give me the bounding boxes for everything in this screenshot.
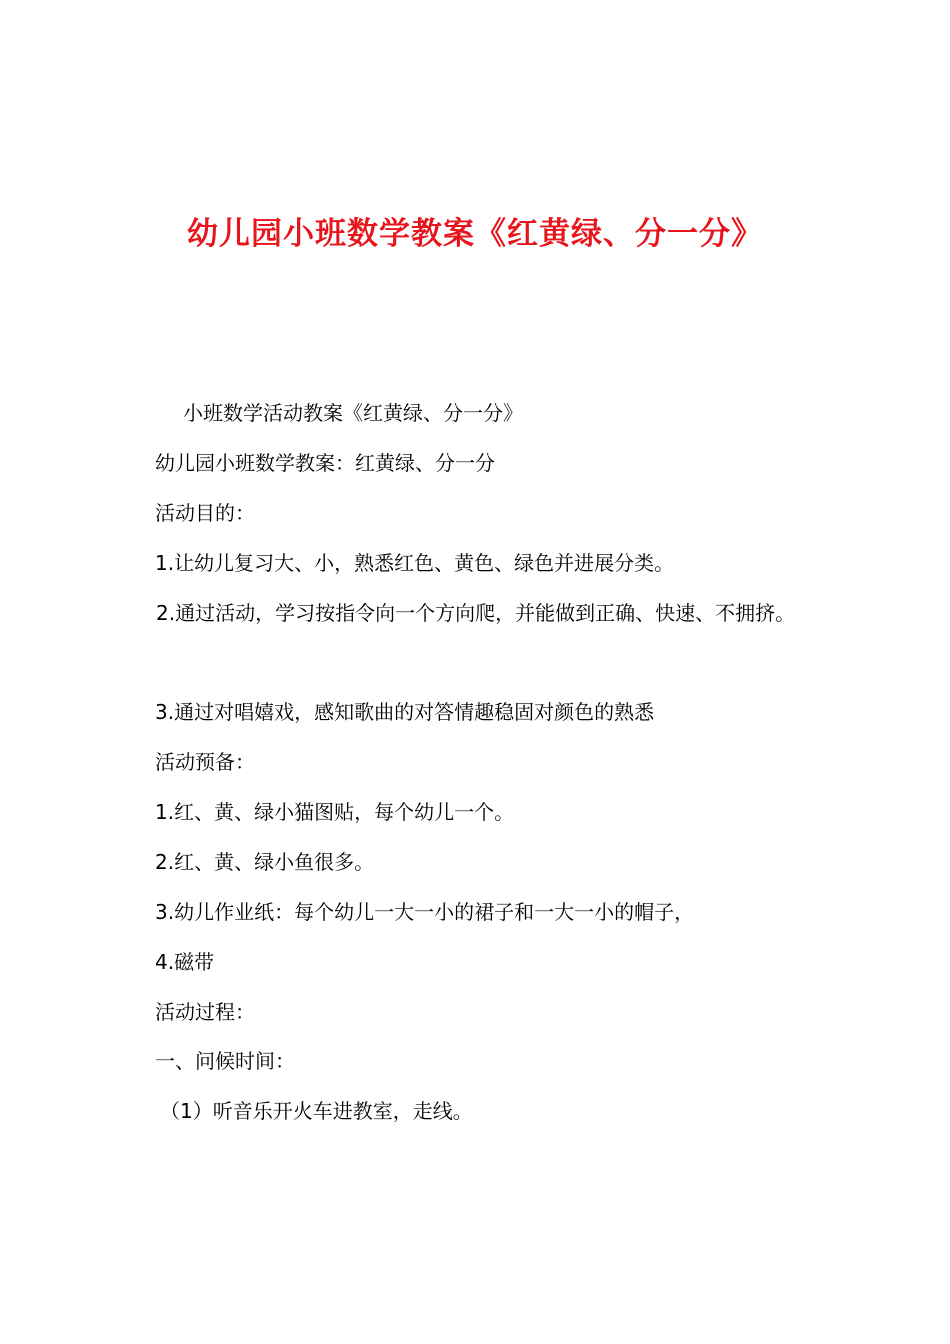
prep-item-3: 3.幼儿作业纸：每个幼儿一大一小的裙子和一大一小的帽子，: [155, 900, 695, 924]
paragraph-lesson-name: 幼儿园小班数学教案：红黄绿、分一分: [155, 451, 495, 475]
process-section-1: 一、问候时间：: [155, 1049, 295, 1073]
prep-item-4: 4.磁带: [155, 950, 215, 974]
goal-item-3: 3.通过对唱嬉戏，感知歌曲的对答情趣稳固对颜色的熟悉: [155, 700, 655, 724]
process-step-1: （1）听音乐开火车进教室，走线。: [160, 1099, 473, 1123]
prep-item-2: 2.红、黄、绿小鱼很多。: [155, 850, 375, 874]
heading-activity-goals: 活动目的：: [155, 501, 255, 525]
heading-activity-process: 活动过程：: [155, 1000, 255, 1024]
goal-item-2: 2.通过活动，学习按指令向一个方向爬，并能做到正确、快速、不拥挤。: [156, 601, 796, 625]
heading-activity-preparation: 活动预备：: [155, 750, 255, 774]
document-title: 幼儿园小班数学教案《红黄绿、分一分》: [187, 216, 763, 252]
prep-item-1: 1.红、黄、绿小猫图贴，每个幼儿一个。: [155, 800, 515, 824]
paragraph-subtitle: 小班数学活动教案《红黄绿、分一分》: [183, 401, 523, 425]
goal-item-1: 1.让幼儿复习大、小，熟悉红色、黄色、绿色并进展分类。: [155, 551, 675, 575]
